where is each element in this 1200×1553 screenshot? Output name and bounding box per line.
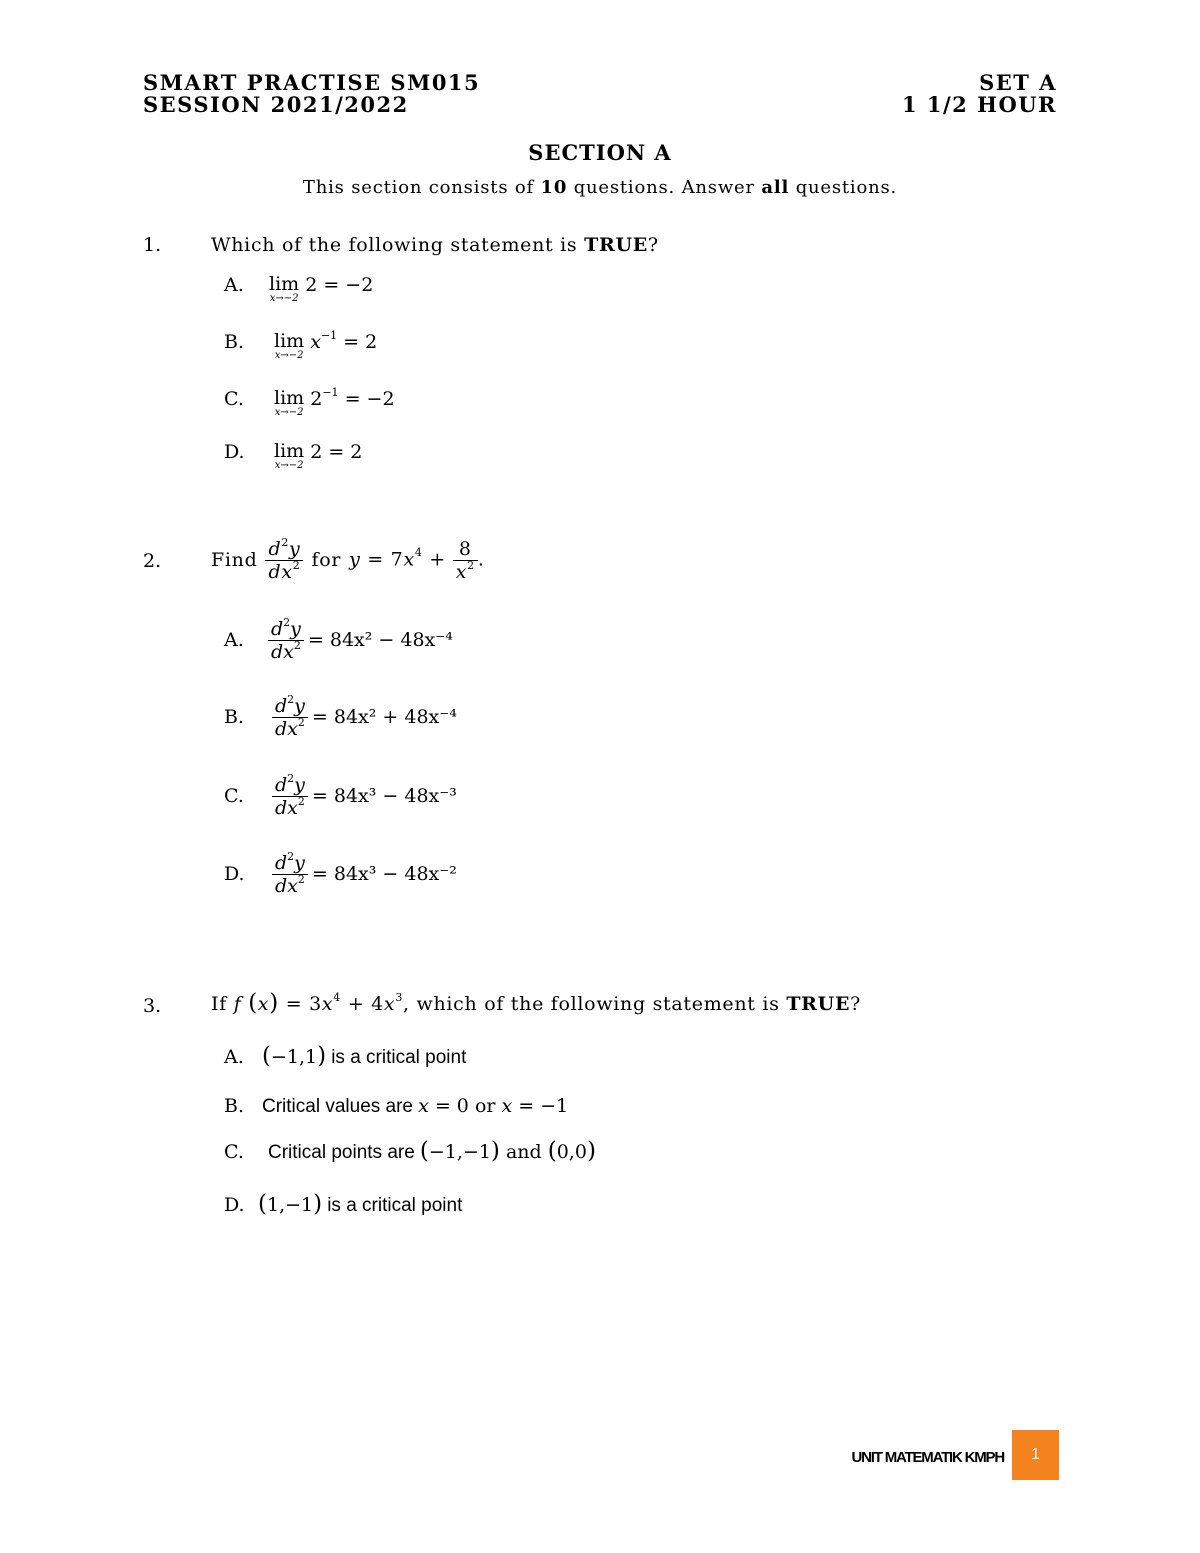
q2-option-b-rhs: = 84x² + 48x⁻⁴ (311, 706, 457, 728)
q2-option-b[interactable] (224, 689, 457, 745)
duration-label: 1 1/2 HOUR (901, 92, 1057, 117)
q1-option-a-rhs: = −2 (323, 274, 374, 296)
q2-option-b-letter: B. (224, 706, 245, 728)
q3-option-a-point: (−1,1) (262, 1043, 327, 1069)
limit-subscript: x→−2 (269, 293, 299, 304)
question-1-number: 1. (143, 234, 162, 256)
q3-option-b[interactable] (224, 1095, 568, 1118)
derivative-fraction: $\frac{d^2y}{dx^2}$ (272, 774, 308, 819)
q3-option-d-letter: D. (224, 1194, 245, 1216)
q3-option-a-letter: A. (224, 1046, 244, 1068)
q1-option-a-math: lim x→−2 2 = −2 (269, 273, 374, 304)
question-3-function: f $(x) = 3x^4 + 4x^3$ (233, 990, 404, 1016)
section-title: SECTION A (528, 140, 672, 165)
q1-option-b[interactable] (224, 329, 378, 361)
derivative-fraction: $\frac{d^2y}{dx^2}$ (272, 695, 308, 740)
question-1-text (211, 234, 659, 256)
question-3-prompt: , which of the following statement is (403, 993, 787, 1015)
q2-option-a[interactable] (224, 612, 453, 668)
intro-all: all (761, 177, 790, 198)
derivative-fraction: $\frac{d^2y}{dx^2}$ (268, 618, 304, 663)
q3-option-a[interactable] (224, 1043, 466, 1069)
question-2-for: for (311, 549, 342, 571)
q1-option-c-rhs: = −2 (344, 388, 395, 410)
question-3-if: If (211, 993, 227, 1015)
q3-option-d-point: (1,−1) (258, 1191, 323, 1217)
question-1-true: TRUE (584, 234, 648, 256)
intro-text-end: questions. (789, 177, 898, 198)
limit-subscript: x→−2 (274, 407, 304, 418)
question-2-function: $y = 7x^4$ + $\frac{8}{x^2}$ . (349, 537, 485, 583)
q2-option-a-letter: A. (224, 629, 244, 651)
question-3-true: TRUE (786, 993, 851, 1015)
course-title: SMART PRACTISE SM015 (143, 70, 481, 95)
q1-option-b-letter: B. (224, 331, 245, 353)
q1-option-d-math: lim x→−2 2 = 2 (274, 440, 363, 471)
q3-option-b-values: x = 0 or x = −1 (418, 1095, 569, 1117)
question-3-number: 3. (143, 995, 162, 1017)
session-label: SESSION 2021/2022 (143, 92, 409, 117)
q1-option-d[interactable] (224, 440, 363, 471)
q1-option-c[interactable] (224, 386, 395, 418)
question-2-text (211, 530, 485, 590)
q2-option-d[interactable] (224, 846, 457, 902)
question-1-prompt: Which of the following statement is (211, 234, 585, 256)
q3-option-b-text: Critical values are (262, 1096, 413, 1117)
section-intro (0, 177, 1200, 198)
q3-option-c-text: Critical points are (268, 1142, 415, 1163)
q1-option-c-math: lim x→−2 $2^{-1} = -2$ (274, 386, 395, 418)
q1-option-b-rhs: = 2 (343, 331, 378, 353)
q1-option-c-letter: C. (224, 388, 244, 410)
question-3-text (211, 990, 861, 1016)
limit-subscript: x→−2 (274, 460, 304, 471)
page-number: 1 (1012, 1430, 1059, 1480)
intro-text: This section consists of (302, 177, 541, 198)
q2-option-d-rhs: = 84x³ − 48x⁻² (311, 863, 457, 885)
q2-option-a-rhs: = 84x² − 48x⁻⁴ (307, 629, 453, 651)
q3-option-d[interactable] (224, 1191, 462, 1217)
q1-option-a-letter: A. (224, 274, 244, 296)
q1-option-a[interactable] (224, 273, 374, 304)
limit-subscript: x→−2 (274, 350, 304, 361)
q3-option-a-text: is a critical point (331, 1047, 467, 1068)
q3-option-c-points: (−1,−1) and (0,0) (419, 1138, 596, 1164)
q3-or: or (474, 1095, 496, 1117)
q2-option-c[interactable] (224, 768, 457, 824)
intro-text-mid: questions. Answer (567, 177, 762, 198)
q3-and: and (505, 1141, 542, 1163)
q3-option-c-letter: C. (224, 1141, 244, 1163)
q3-option-d-text: is a critical point (327, 1195, 463, 1216)
q2-option-c-rhs: = 84x³ − 48x⁻³ (311, 785, 457, 807)
question-2-find: Find (211, 549, 258, 571)
q3-option-b-letter: B. (224, 1095, 245, 1117)
derivative-fraction: $\frac{d^2y}{dx^2}$ (272, 852, 308, 897)
q3-option-c[interactable] (224, 1138, 596, 1164)
q2-option-d-letter: D. (224, 863, 245, 885)
question-3-qmark: ? (850, 993, 862, 1015)
question-1-qmark: ? (647, 234, 659, 256)
question-2-number: 2. (143, 550, 162, 572)
q1-option-d-letter: D. (224, 441, 245, 463)
q1-option-b-math: lim x→−2 $x^{-1} = 2$ (274, 329, 378, 361)
question-2-derivative: $\frac{d^2y}{dx^2}$ (265, 538, 303, 583)
intro-count: 10 (540, 177, 568, 198)
footer-unit: UNIT MATEMATIK KMPH (851, 1449, 1004, 1466)
q1-option-d-rhs: = 2 (328, 441, 363, 463)
set-label: SET A (979, 70, 1057, 95)
q2-option-c-letter: C. (224, 785, 244, 807)
